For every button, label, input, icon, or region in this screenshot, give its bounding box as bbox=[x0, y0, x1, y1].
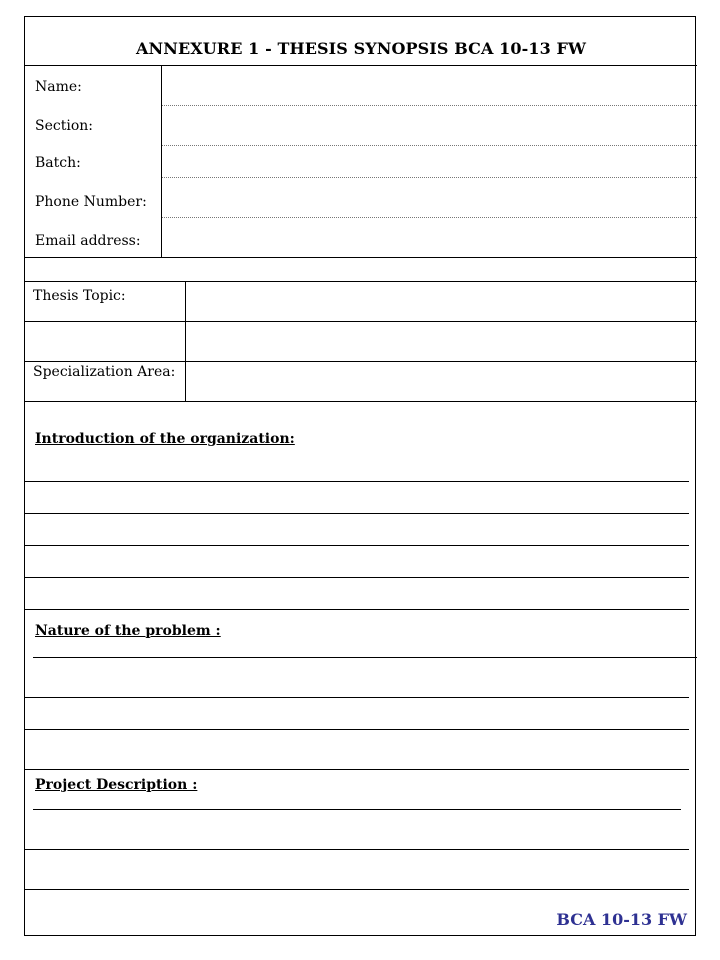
student-block-bottom-border bbox=[25, 257, 697, 258]
introduction-writing-line bbox=[25, 577, 689, 578]
form-title: ANNEXURE 1 - THESIS SYNOPSIS BCA 10-13 FW bbox=[135, 39, 587, 58]
thesis-synopsis-form bbox=[24, 16, 696, 936]
nature-writing-line bbox=[25, 697, 689, 698]
batch-label: Batch: bbox=[35, 155, 81, 171]
specialization-area-field[interactable] bbox=[186, 362, 696, 400]
thesis-block-bottom-border bbox=[25, 401, 697, 402]
email-address-field[interactable] bbox=[162, 218, 696, 256]
phone-number-field[interactable] bbox=[162, 178, 696, 216]
specialization-area-label: Specialization Area: bbox=[33, 364, 176, 380]
name-field[interactable] bbox=[162, 66, 696, 104]
thesis-topic-label: Thesis Topic: bbox=[33, 288, 126, 304]
phone-number-label: Phone Number: bbox=[35, 194, 147, 210]
project-writing-line bbox=[25, 849, 689, 850]
section-field[interactable] bbox=[162, 106, 696, 144]
nature-writing-line bbox=[25, 769, 689, 770]
footer-course-code: BCA 10-13 FW bbox=[556, 910, 687, 929]
introduction-writing-line bbox=[25, 609, 689, 610]
nature-of-problem-heading: Nature of the problem : bbox=[35, 623, 221, 639]
name-label: Name: bbox=[35, 79, 82, 95]
thesis-topic-field[interactable] bbox=[186, 282, 696, 320]
nature-writing-line bbox=[33, 657, 697, 658]
introduction-writing-line bbox=[25, 545, 689, 546]
project-description-heading: Project Description : bbox=[35, 777, 198, 793]
nature-of-problem-writing-area[interactable] bbox=[25, 658, 689, 769]
introduction-heading: Introduction of the organization: bbox=[35, 431, 295, 447]
email-address-label: Email address: bbox=[35, 233, 141, 249]
introduction-writing-line bbox=[25, 481, 689, 482]
nature-writing-line bbox=[25, 729, 689, 730]
batch-field[interactable] bbox=[162, 146, 696, 176]
project-writing-line bbox=[33, 809, 681, 810]
project-writing-line bbox=[25, 889, 689, 890]
introduction-writing-line bbox=[25, 513, 689, 514]
section-label: Section: bbox=[35, 118, 93, 134]
thesis-topic-continuation-field[interactable] bbox=[186, 322, 696, 360]
